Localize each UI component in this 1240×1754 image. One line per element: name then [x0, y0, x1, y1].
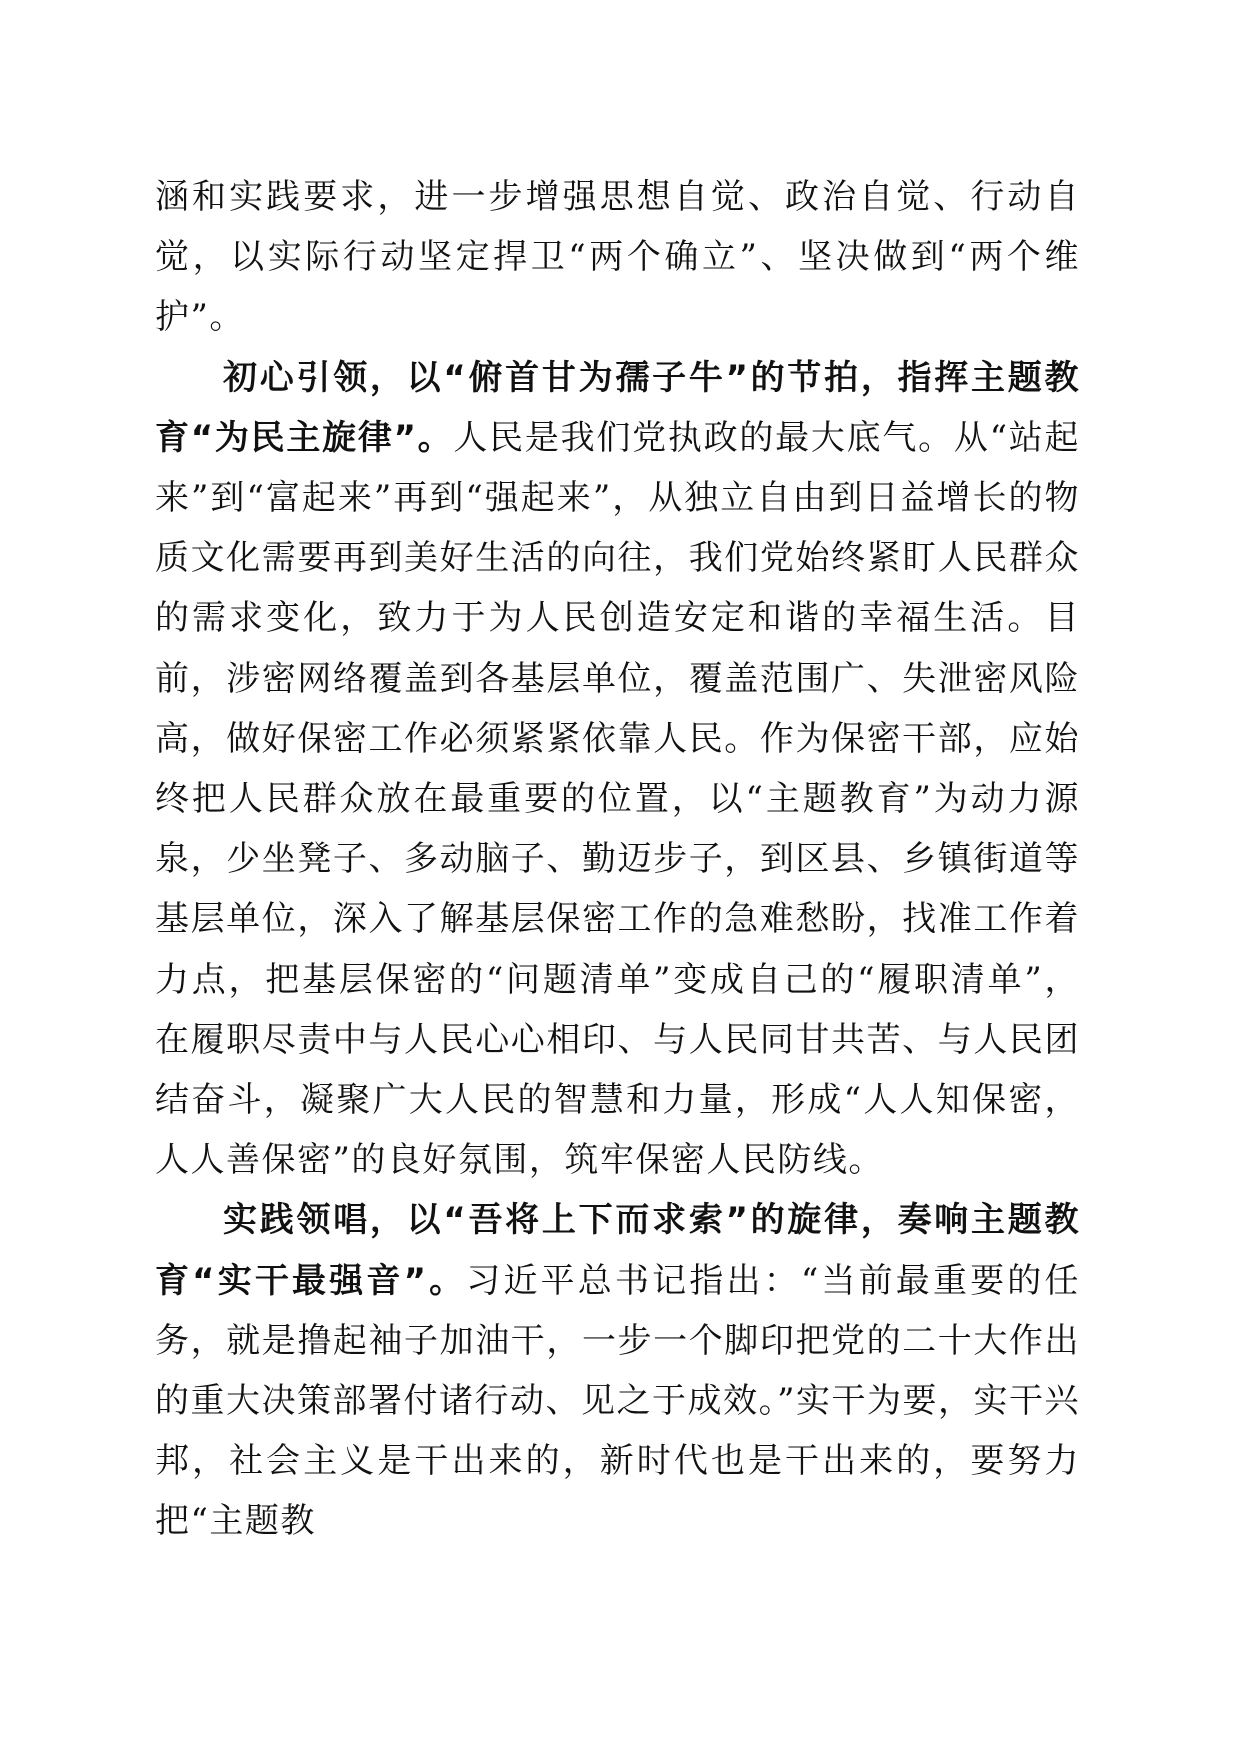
paragraph-initial-mission: [155, 348, 1080, 1191]
paragraph-practice: [155, 1190, 1080, 1551]
paragraph-body: 习近平总书记指出：“当前最重要的任务，就是撸起袖子加油干，一步一个脚印把党的二十大作出的重大决策部署付诸行动、见之于成效。”实干为要，实干兴邦，社会主义是干出来的，新时代也是干出来的，要努力把“主题教: [155, 1260, 1080, 1542]
document-body: [155, 167, 1080, 1552]
paragraph-lead-heading: 实践领唱，以“吾将上下而求索”的旋律，奏响主题教育“实干最强音”。: [155, 1200, 1080, 1301]
paragraph-body: 人民是我们党执政的最大底气。从“站起来”到“富起来”再到“强起来”，从独立自由到日益增长的物质文化需要再到美好生活的向往，我们党始终紧盯人民群众的需求变化，致力于为人民创造安定和谐的幸福生活。目前，涉密网络覆盖到各基层单位，覆盖范围广、失泄密风险高，做好保密工作必须紧紧依靠人民。作为保密干部，应始终把人民群众放在最重要的位置，以“主题教育”为动力源泉，少坐凳子、多动脑子、勤迈步子，到区县、乡镇街道等基层单位，深入了解基层保密工作的急难愁盼，找准工作着力点，把基层保密的“问题清单”变成自己的“履职清单”，在履职尽责中与人民心心相印、与人民同甘共苦、与人民团结奋斗，凝聚广大人民的智慧和力量，形成“人人知保密，人人善保密”的良好氛围，筑牢保密人民防线。: [155, 417, 1080, 1181]
paragraph-lead-heading: 初心引领，以“俯首甘为孺子牛”的节拍，指挥主题教育“为民主旋律”。: [155, 357, 1080, 458]
paragraph-body: 涵和实践要求，进一步增强思想自觉、政治自觉、行动自觉，以实际行动坚定捍卫“两个确立”、坚决做到“两个维护”。: [155, 177, 1080, 338]
paragraph-continuation: [155, 167, 1080, 348]
